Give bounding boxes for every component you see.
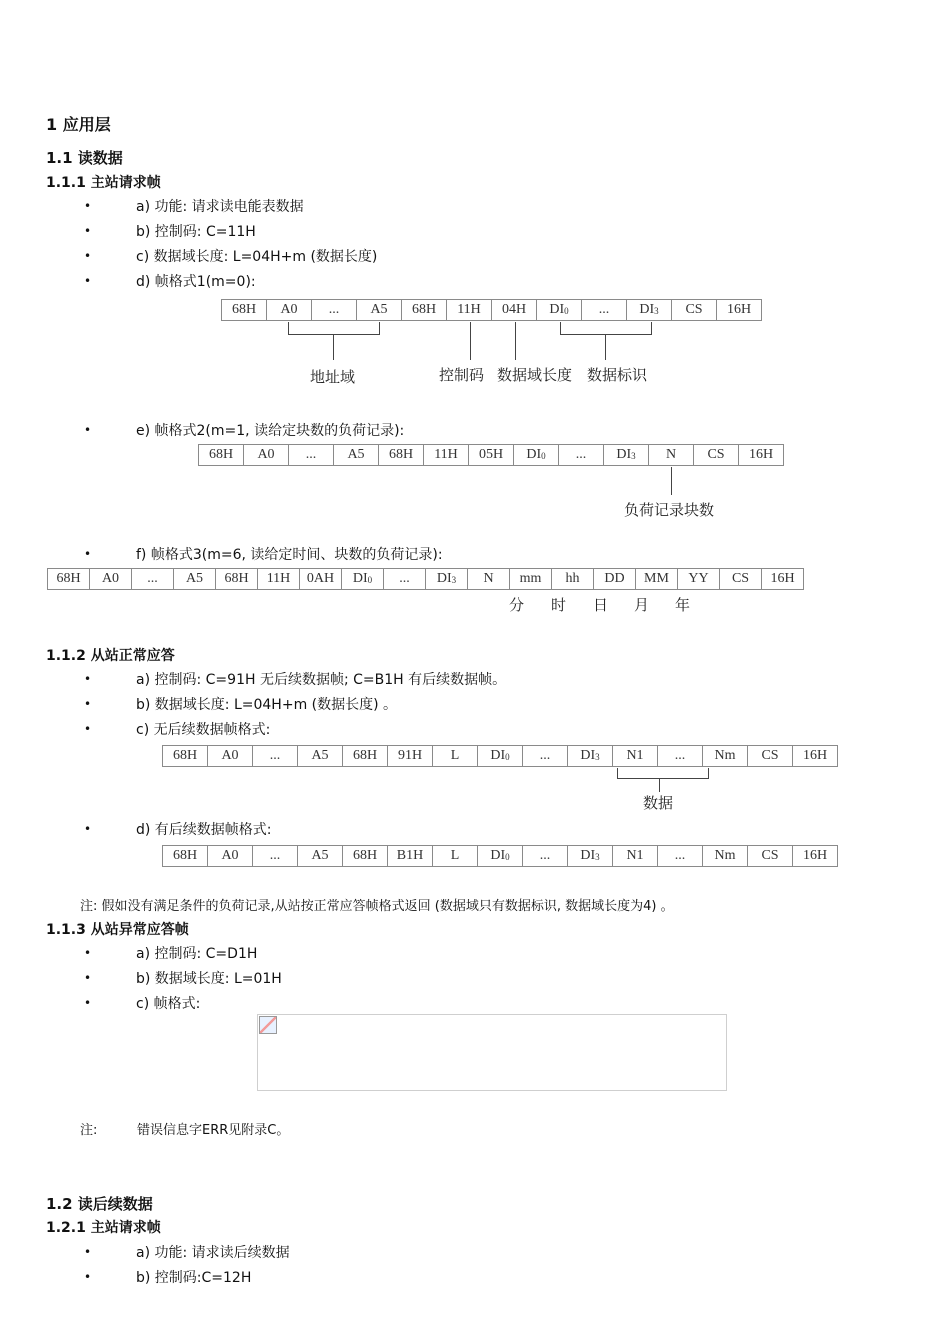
- frame-cell: DI $_0$: [342, 568, 384, 590]
- frame-no-follow-data: [162, 745, 838, 767]
- label-hour: 时: [551, 596, 567, 614]
- label-month: 月: [634, 596, 650, 614]
- frame-cell: A5: [357, 299, 402, 321]
- frame-cell: 91H: [388, 745, 433, 767]
- list-item: d) 帧格式1(m=0):: [136, 274, 256, 290]
- frame-cell: Nm: [703, 745, 748, 767]
- frame-cell: DI $_3$: [627, 299, 672, 321]
- label-data: 数据: [643, 794, 674, 812]
- frame-cell: ...: [132, 568, 174, 590]
- frame-cell: ...: [582, 299, 627, 321]
- heading-slave-error-response: 1.1.3 从站异常应答帧: [46, 922, 189, 938]
- list-item: d) 有后续数据帧格式:: [136, 822, 272, 838]
- list-item: b) 控制码: C=11H: [136, 224, 256, 240]
- bullet-icon: •: [84, 822, 92, 836]
- note-prefix: 注:: [80, 1123, 98, 1138]
- frame-cell: ...: [523, 845, 568, 867]
- broken-image-icon: [259, 1016, 277, 1034]
- frame-cell: A0: [90, 568, 132, 590]
- list-item: a) 功能: 请求读电能表数据: [136, 199, 304, 215]
- frame-cell: L: [433, 745, 478, 767]
- frame-cell: DI $_3$: [568, 845, 613, 867]
- frame-cell: DI $_0$: [478, 845, 523, 867]
- frame-cell: DI $_0$: [537, 299, 582, 321]
- frame-cell: N: [468, 568, 510, 590]
- list-item: e) 帧格式2(m=1, 读给定块数的负荷记录):: [136, 423, 405, 439]
- heading-master-request: 1.1.1 主站请求帧: [46, 175, 161, 191]
- frame-cell: mm: [510, 568, 552, 590]
- frame-cell: ...: [253, 845, 298, 867]
- note-error-word: 错误信息字ERR见附录C。: [137, 1123, 290, 1138]
- frame-cell: ...: [523, 745, 568, 767]
- frame-cell: 16H: [793, 745, 838, 767]
- heading-application-layer: 1 应用层: [46, 115, 111, 134]
- frame-cell: B1H: [388, 845, 433, 867]
- frame-cell: 68H: [163, 845, 208, 867]
- frame-cell: 68H: [343, 845, 388, 867]
- label-minute: 分: [509, 596, 525, 614]
- frame-cell: CS: [720, 568, 762, 590]
- bullet-icon: •: [84, 946, 92, 960]
- list-item: b) 数据域长度: L=04H+m (数据长度) 。: [136, 697, 398, 713]
- frame-cell: 11H: [447, 299, 492, 321]
- heading-read-follow-data: 1.2 读后续数据: [46, 1195, 153, 1213]
- frame-cell: CS: [672, 299, 717, 321]
- frame-cell: A5: [298, 745, 343, 767]
- frame-cell: 68H: [199, 444, 244, 466]
- frame-cell: N1: [613, 745, 658, 767]
- bullet-icon: •: [84, 1270, 92, 1284]
- label-data-length: 数据域长度: [497, 366, 573, 384]
- broken-image-placeholder: [257, 1014, 727, 1091]
- frame-cell: 68H: [163, 745, 208, 767]
- list-item: f) 帧格式3(m=6, 读给定时间、块数的负荷记录):: [136, 547, 443, 563]
- list-item: a) 功能: 请求读后续数据: [136, 1245, 290, 1261]
- frame-format-3: [47, 568, 804, 590]
- bullet-icon: •: [84, 722, 92, 736]
- bullet-icon: •: [84, 971, 92, 985]
- frame-cell: CS: [748, 745, 793, 767]
- frame-cell: A0: [267, 299, 312, 321]
- frame-cell: 16H: [717, 299, 762, 321]
- frame-cell: CS: [694, 444, 739, 466]
- bullet-icon: •: [84, 697, 92, 711]
- frame-cell: A5: [298, 845, 343, 867]
- frame-cell: 05H: [469, 444, 514, 466]
- heading-read-data: 1.1 读数据: [46, 149, 123, 167]
- list-item: b) 控制码:C=12H: [136, 1270, 252, 1286]
- frame-with-follow-data: [162, 845, 838, 867]
- label-control-code: 控制码: [439, 366, 485, 384]
- frame-cell: 11H: [258, 568, 300, 590]
- list-item: a) 控制码: C=91H 无后续数据帧; C=B1H 有后续数据帧。: [136, 672, 507, 688]
- bullet-icon: •: [84, 199, 92, 213]
- frame-cell: 11H: [424, 444, 469, 466]
- heading-slave-normal-response: 1.1.2 从站正常应答: [46, 648, 175, 664]
- frame-cell: ...: [559, 444, 604, 466]
- frame-format-1: [221, 299, 762, 321]
- frame-cell: A0: [208, 845, 253, 867]
- frame-cell: 16H: [793, 845, 838, 867]
- frame-cell: A5: [174, 568, 216, 590]
- frame-cell: 0AH: [300, 568, 342, 590]
- list-item: b) 数据域长度: L=01H: [136, 971, 282, 987]
- frame-cell: ...: [658, 845, 703, 867]
- frame-cell: ...: [253, 745, 298, 767]
- frame-cell: 16H: [739, 444, 784, 466]
- frame-cell: A0: [244, 444, 289, 466]
- frame-cell: 68H: [402, 299, 447, 321]
- frame-cell: DI $_3$: [426, 568, 468, 590]
- heading-master-request-2: 1.2.1 主站请求帧: [46, 1220, 161, 1236]
- label-load-record-blocks: 负荷记录块数: [624, 501, 715, 519]
- list-item: c) 无后续数据帧格式:: [136, 722, 271, 738]
- frame-cell: A5: [334, 444, 379, 466]
- frame-cell: DI $_0$: [514, 444, 559, 466]
- frame-cell: CS: [748, 845, 793, 867]
- frame-cell: ...: [384, 568, 426, 590]
- frame-cell: L: [433, 845, 478, 867]
- frame-cell: ...: [658, 745, 703, 767]
- frame-cell: 68H: [222, 299, 267, 321]
- frame-cell: 68H: [343, 745, 388, 767]
- list-item: a) 控制码: C=D1H: [136, 946, 258, 962]
- bullet-icon: •: [84, 249, 92, 263]
- label-address-field: 地址域: [310, 368, 356, 386]
- frame-cell: DI $_3$: [604, 444, 649, 466]
- frame-cell: 68H: [379, 444, 424, 466]
- label-day: 日: [593, 596, 609, 614]
- note-no-load-record: 注: 假如没有满足条件的负荷记录,从站按正常应答帧格式返回 (数据域只有数据标识, 数据域长度为4) 。: [80, 899, 674, 914]
- frame-cell: A0: [208, 745, 253, 767]
- frame-cell: 04H: [492, 299, 537, 321]
- frame-cell: MM: [636, 568, 678, 590]
- frame-cell: 16H: [762, 568, 804, 590]
- frame-cell: hh: [552, 568, 594, 590]
- list-item: c) 数据域长度: L=04H+m (数据长度): [136, 249, 378, 265]
- frame-cell: ...: [312, 299, 357, 321]
- bullet-icon: •: [84, 547, 92, 561]
- bullet-icon: •: [84, 423, 92, 437]
- frame-cell: Nm: [703, 845, 748, 867]
- frame-cell: DI $_3$: [568, 745, 613, 767]
- bullet-icon: •: [84, 996, 92, 1010]
- list-item: c) 帧格式:: [136, 996, 201, 1012]
- frame-cell: ...: [289, 444, 334, 466]
- frame-cell: DD: [594, 568, 636, 590]
- frame-cell: N: [649, 444, 694, 466]
- bullet-icon: •: [84, 274, 92, 288]
- frame-cell: N1: [613, 845, 658, 867]
- frame-cell: 68H: [48, 568, 90, 590]
- frame-format-2: [198, 444, 784, 466]
- frame-cell: YY: [678, 568, 720, 590]
- bullet-icon: •: [84, 672, 92, 686]
- frame-cell: 68H: [216, 568, 258, 590]
- bullet-icon: •: [84, 224, 92, 238]
- label-year: 年: [675, 596, 691, 614]
- label-data-identifier: 数据标识: [587, 366, 648, 384]
- bullet-icon: •: [84, 1245, 92, 1259]
- frame-cell: DI $_0$: [478, 745, 523, 767]
